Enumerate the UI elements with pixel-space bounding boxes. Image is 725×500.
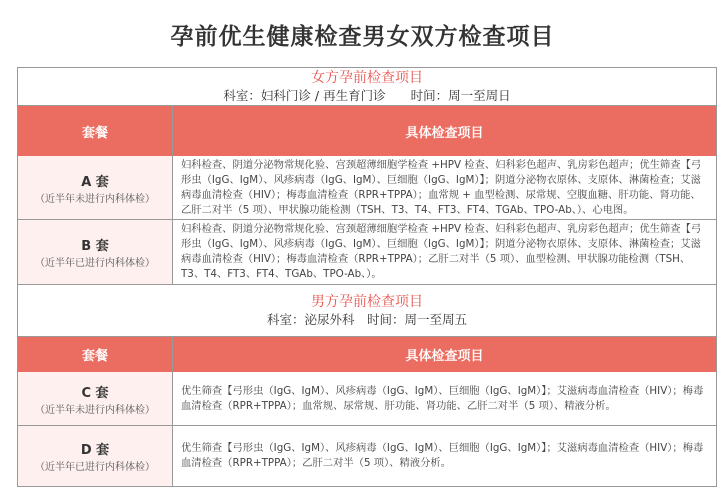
package-items: 妇科检查、阴道分泌物常规化验、宫颈超薄细胞学检查 +HPV 检查、妇科彩色超声、乳房彩色超声；优生筛查【弓形虫（IgG、IgM）、风疹病毒（IgG、IgM）、巨细胞（IgG、IgM）】；阴道分泌物衣原体、支原体、淋菌检查；艾滋病毒血清检查（HIV）；梅毒血清检查（RPR+TPPA）；乙肝二对半（5 项）、血型检测、甲状腺功能检测（TSH、T3、T4、FT3、FT4、TGAb、TPO-Ab、）。 [181,223,702,280]
female-section-subtitle: 科室：妇科门诊 / 再生育门诊 时间：周一至周日 [223,88,511,103]
package-desc: （近半年已进行内科体检） [35,462,155,473]
female-section-header [18,68,716,106]
male-header-row [18,337,716,372]
female-header-row [18,106,716,156]
page-title: 孕前优生健康检查男女双方检查项目 [170,24,555,50]
col-items: 具体检查项目 [405,125,484,141]
package-name: B 套 [81,239,109,254]
package-name: D 套 [80,443,110,458]
package-items: 优生筛查【弓形虫（IgG、IgM）、风疹病毒（IgG、IgM）、巨细胞（IgG、IgM）】；艾滋病毒血清检查（HIV）；梅毒血清检查（RPR+TPPA）；乙肝二对半（5 项）、精液分析。 [181,442,704,469]
table-row [18,220,716,285]
table-row [18,156,716,220]
col-items: 具体检查项目 [405,349,484,364]
package-desc: （近半年已进行内科体检） [35,258,155,269]
package-name: A 套 [81,174,109,190]
package-desc: （近半年未进行内科体检） [35,404,155,416]
male-section-header [18,285,716,337]
col-package: 套餐 [18,106,173,156]
male-section-subtitle: 科室：泌尿外科 时间：周一至周五 [266,312,467,327]
exam-table [17,67,717,487]
table-row [18,426,716,486]
package-items: 优生筛查【弓形虫（IgG、IgM）、风疹病毒（IgG、IgM）、巨细胞（IgG、IgM）】；艾滋病毒血清检查（HIV）；梅毒血清检查（RPR+TPPA）；血常规、尿常规、肝功能、肾功能、乙肝二对半（5 项）、精液分析。 [181,384,704,412]
col-package: 套餐 [18,337,173,372]
package-desc: （近半年未进行内科体检） [35,193,155,205]
table-row [18,372,716,426]
female-section-title: 女方孕前检查项目 [311,70,423,86]
package-items: 妇科检查、阴道分泌物常规化验、宫颈超薄细胞学检查 +HPV 检查、妇科彩色超声、乳房彩色超声；优生筛查【弓形虫（IgG、IgM）、风疹病毒（IgG、IgM）、巨细胞（IgG、IgM）】；阴道分泌物衣原体、支原体、淋菌检查；艾滋病毒血清检查（HIV）；梅毒血清检查（RPR+TPPA）；血常规 + 血型检测、尿常规、空腹血糖、肝功能、肾功能、乙肝二对半（5 项）、甲状腺功能检测（TSH、T3、T4、FT3、FT4、TGAb、TPO-Ab、）、心电图。 [181,158,702,216]
male-section-title: 男方孕前检查项目 [311,294,423,310]
package-name: C 套 [81,385,109,401]
